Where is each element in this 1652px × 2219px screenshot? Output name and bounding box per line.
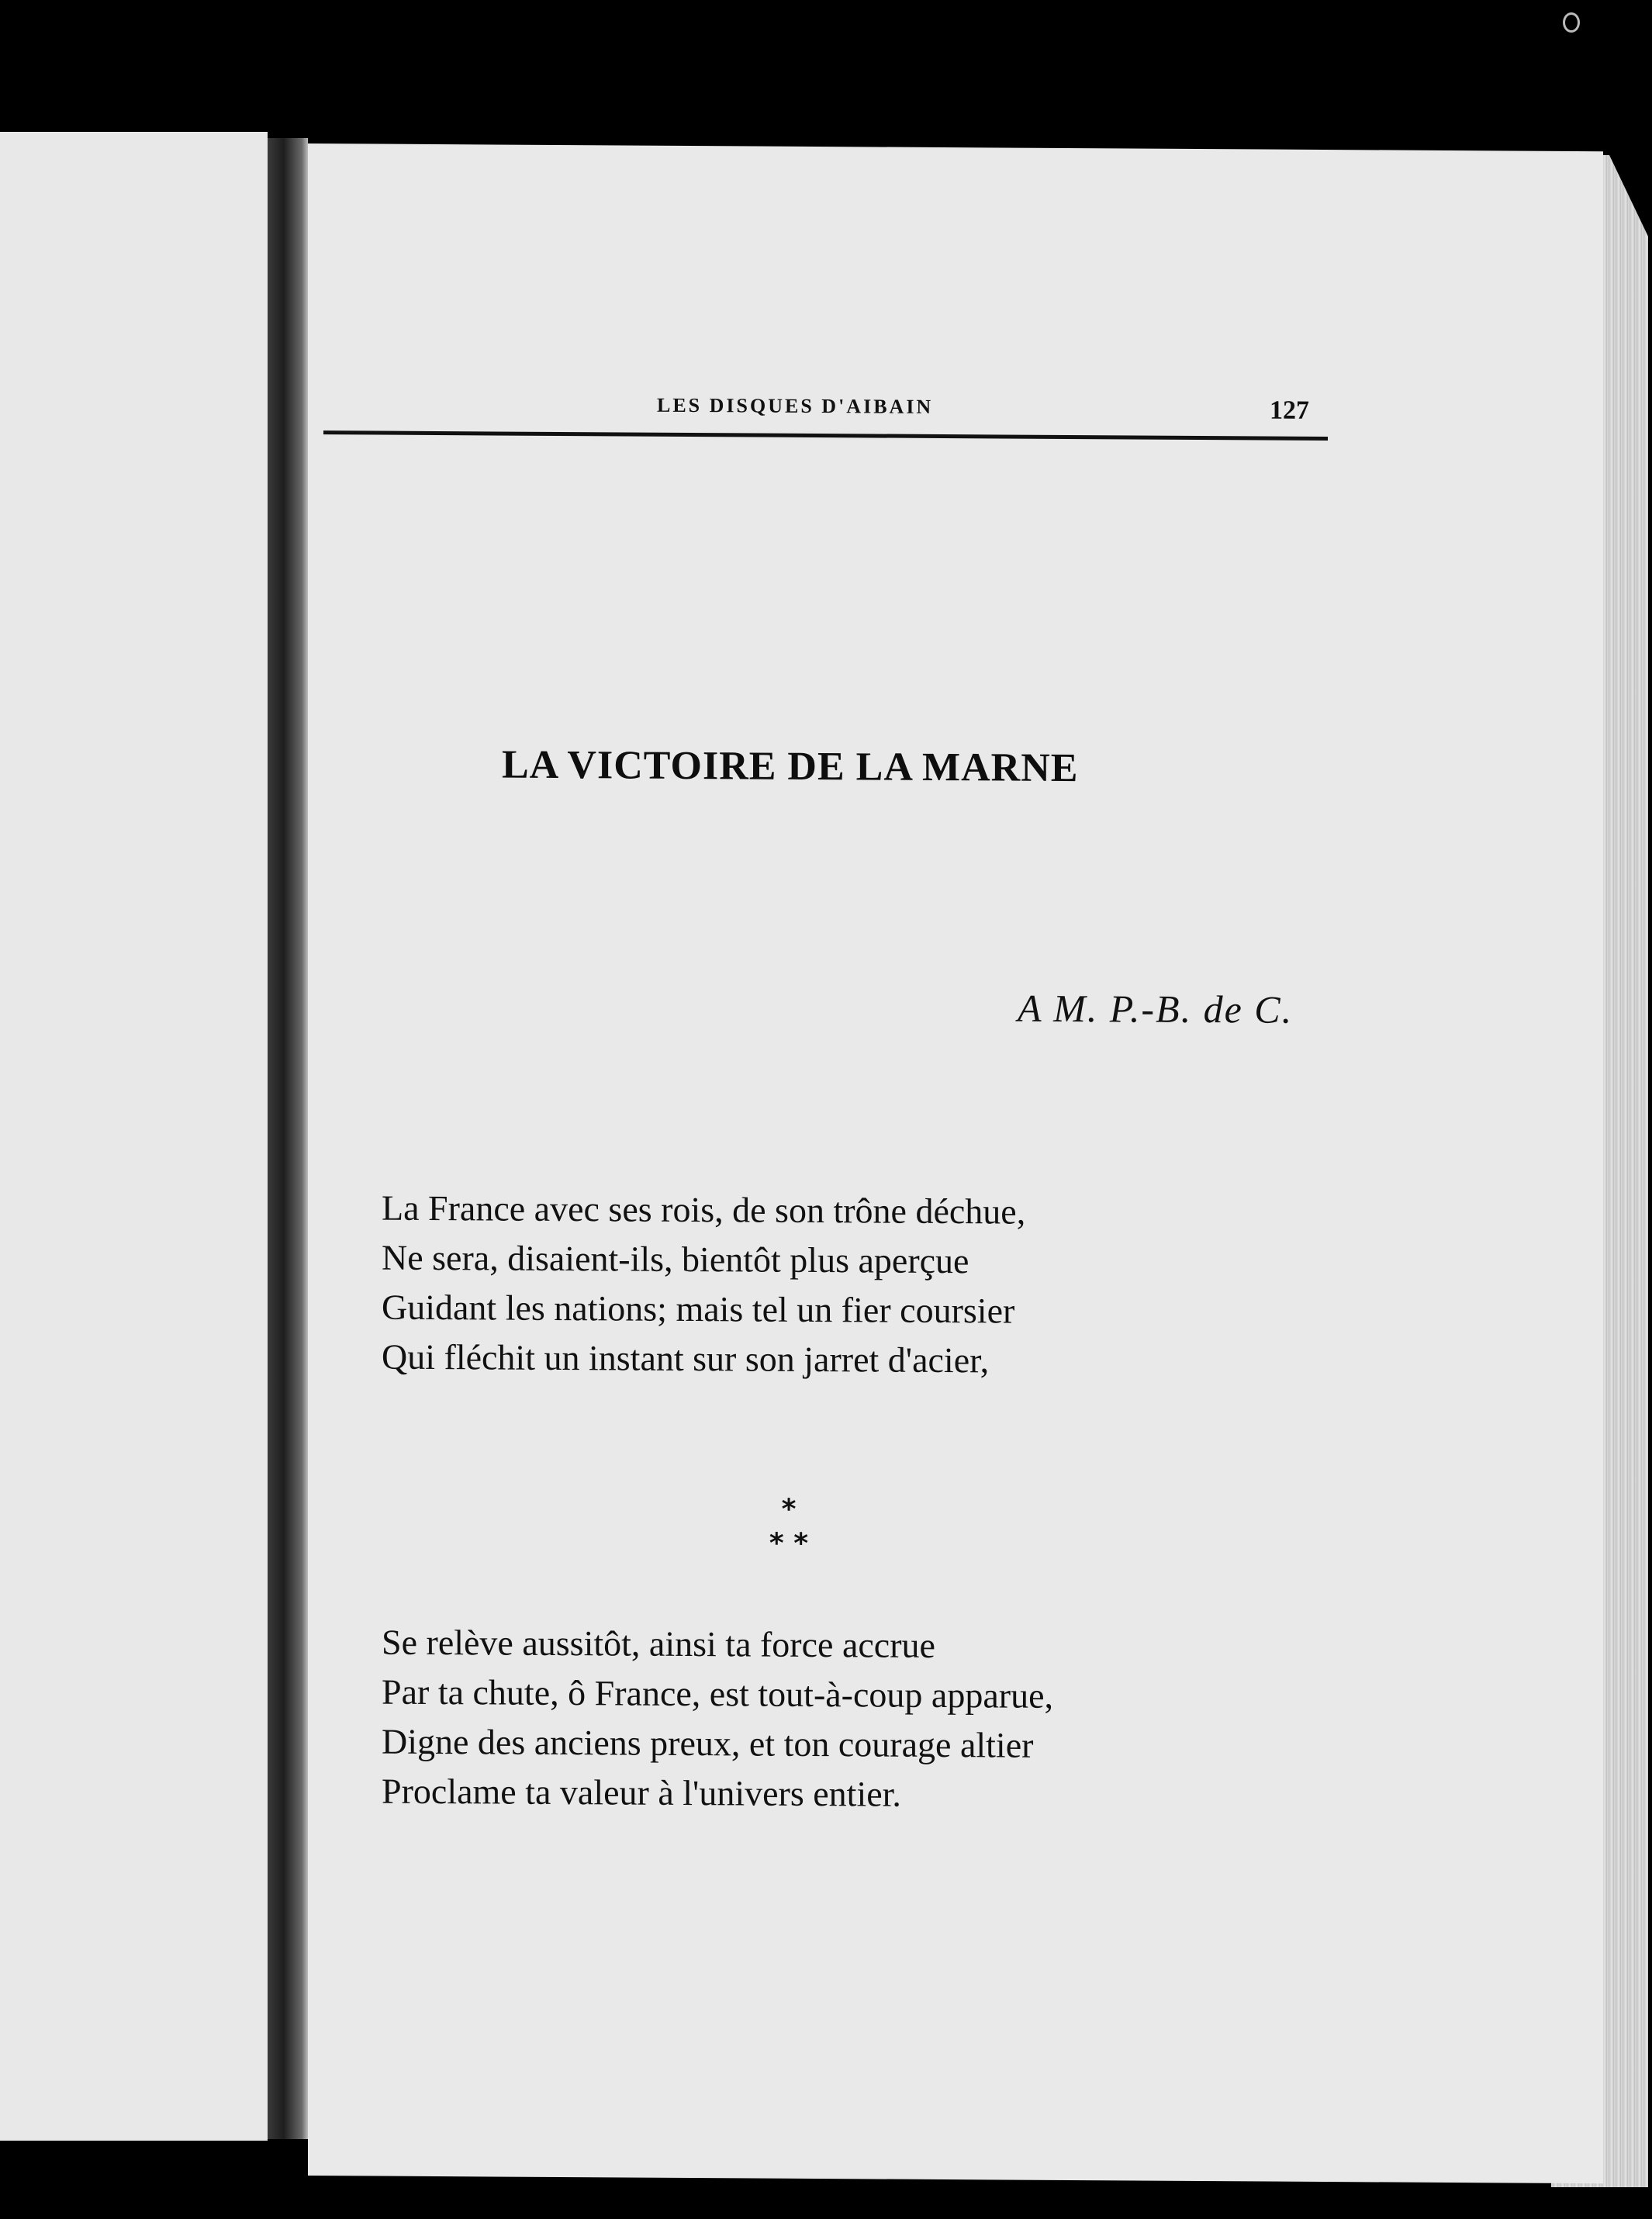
stanza-1: [382, 1184, 1025, 1386]
verse-line: La France avec ses rois, de son trône déchue,: [382, 1187, 1026, 1232]
page-number: 127: [1270, 396, 1309, 425]
verse-line: Ne sera, disaient-ils, bientôt plus aperçue: [382, 1237, 969, 1281]
stanza-2: [382, 1618, 1053, 1820]
header-rule: [323, 430, 1328, 441]
verse-line: Digne des anciens preux, et ton courage altier: [382, 1721, 1034, 1765]
poem-title: LA VICTOIRE DE LA MARNE: [502, 742, 1079, 791]
stanza-separator: [754, 1493, 824, 1562]
book-page: [308, 143, 1603, 2183]
running-head-title: LES DISQUES D'AIBAIN: [657, 393, 934, 418]
separator-bottom: * *: [769, 1527, 809, 1560]
verse-line: Guidant les nations; mais tel un fier coursier: [382, 1287, 1015, 1331]
verse-line: Par ta chute, ô France, est tout-à-coup apparue,: [382, 1671, 1053, 1716]
poem-dedication: A M. P.-B. de C.: [1018, 986, 1294, 1032]
verse-line: Se relève aussitôt, ainsi ta force accrue: [382, 1622, 935, 1665]
book-gutter: [268, 138, 308, 2139]
separator-top: *: [781, 1493, 797, 1526]
verse-line: Qui fléchit un instant sur son jarret d'acier,: [382, 1336, 990, 1381]
previous-page: [0, 132, 268, 2141]
verse-line: Proclame ta valeur à l'univers entier.: [382, 1771, 901, 1814]
scan-speck: [1563, 12, 1580, 33]
